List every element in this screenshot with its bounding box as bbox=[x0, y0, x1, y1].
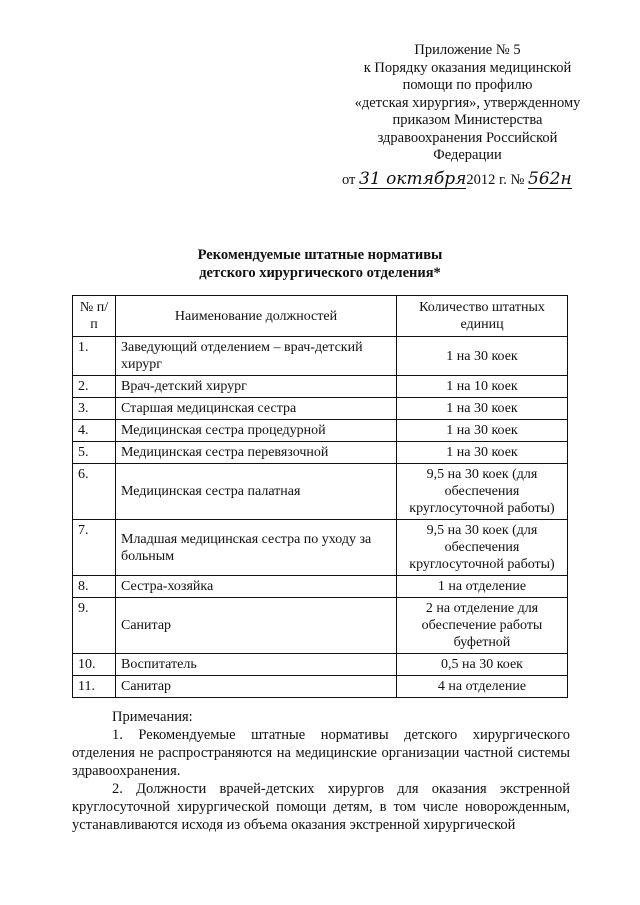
table-row bbox=[73, 442, 568, 464]
table-body bbox=[73, 337, 568, 698]
position-name: Заведующий отделением – врач-детский хирург bbox=[116, 337, 397, 376]
row-number: 9. bbox=[73, 598, 116, 654]
table-row bbox=[73, 676, 568, 698]
staff-quantity: 0,5 на 30 коек bbox=[397, 654, 568, 676]
row-number: 2. bbox=[73, 376, 116, 398]
row-number: 5. bbox=[73, 442, 116, 464]
table-header-row bbox=[73, 296, 568, 337]
position-name: Санитар bbox=[116, 676, 397, 698]
staff-quantity: 9,5 на 30 коек (для обеспечения круглосуточной работы) bbox=[397, 520, 568, 576]
staff-quantity: 2 на отделение для обеспечение работы буфетной bbox=[397, 598, 568, 654]
staff-quantity: 1 на 30 коек bbox=[397, 442, 568, 464]
staff-quantity: 1 на отделение bbox=[397, 576, 568, 598]
handwritten-date: 31 октября bbox=[359, 169, 467, 189]
staff-quantity: 1 на 10 коек bbox=[397, 376, 568, 398]
position-name: Воспитатель bbox=[116, 654, 397, 676]
row-number: 10. bbox=[73, 654, 116, 676]
table-row bbox=[73, 464, 568, 520]
table-row bbox=[73, 337, 568, 376]
notes-section bbox=[72, 708, 570, 834]
staff-quantity: 1 на 30 коек bbox=[397, 398, 568, 420]
header-line: «детская хирургия», утвержденному bbox=[354, 94, 581, 111]
table-row bbox=[73, 398, 568, 420]
col-header-position: Наименование должностей bbox=[116, 296, 397, 337]
table-row bbox=[73, 376, 568, 398]
position-name: Младшая медицинская сестра по уходу за больным bbox=[116, 520, 397, 576]
row-number: 6. bbox=[73, 464, 116, 520]
col-header-quantity: Количество штатных единиц bbox=[397, 296, 568, 337]
header-line: к Порядку оказания медицинской bbox=[363, 59, 572, 76]
staff-quantity: 4 на отделение bbox=[397, 676, 568, 698]
row-number: 8. bbox=[73, 576, 116, 598]
table-row bbox=[73, 598, 568, 654]
staff-quantity: 1 на 30 коек bbox=[397, 337, 568, 376]
position-name: Медицинская сестра палатная bbox=[116, 464, 397, 520]
staff-quantity: 9,5 на 30 коек (для обеспечения круглосуточной работы) bbox=[397, 464, 568, 520]
order-date-line bbox=[342, 170, 572, 190]
table-row bbox=[73, 576, 568, 598]
header-line: Федерации bbox=[433, 147, 502, 163]
row-number: 1. bbox=[73, 337, 116, 376]
note-item: 2. Должности врачей-детских хирургов для оказания экстренной круглосуточной хирургической помощи детям, в том числе новорожденным, устанавливаются исходя из объема оказания экстренной хирургической bbox=[72, 781, 570, 833]
position-name: Медицинская сестра процедурной bbox=[116, 420, 397, 442]
staff-quantity: 1 на 30 коек bbox=[397, 420, 568, 442]
row-number: 11. bbox=[73, 676, 116, 698]
position-name: Врач-детский хирург bbox=[116, 376, 397, 398]
handwritten-order-number: 562н bbox=[528, 169, 572, 189]
note-item: 1. Рекомендуемые штатные нормативы детского хирургического отделения не распространяются на медицинские организации частной системы здравоохранения. bbox=[72, 727, 570, 779]
position-name: Санитар bbox=[116, 598, 397, 654]
table-row bbox=[73, 420, 568, 442]
date-prefix: от bbox=[342, 172, 356, 188]
col-header-number: № п/п bbox=[73, 296, 116, 337]
position-name: Сестра-хозяйка bbox=[116, 576, 397, 598]
table-row bbox=[73, 520, 568, 576]
document-title-line2: детского хирургического отделения* bbox=[199, 265, 441, 281]
table-row bbox=[73, 654, 568, 676]
header-line: здравоохранения Российской bbox=[377, 129, 558, 146]
notes-heading: Примечания: bbox=[112, 709, 193, 725]
position-name: Старшая медицинская сестра bbox=[116, 398, 397, 420]
date-year: 2012 г. № bbox=[466, 172, 525, 188]
header-line: приказом Министерства bbox=[392, 112, 543, 128]
document-title-line1: Рекомендуемые штатные нормативы bbox=[197, 247, 443, 263]
position-name: Медицинская сестра перевязочной bbox=[116, 442, 397, 464]
staffing-table bbox=[72, 295, 568, 698]
row-number: 7. bbox=[73, 520, 116, 576]
row-number: 4. bbox=[73, 420, 116, 442]
header-line: помощи по профилю bbox=[402, 77, 533, 93]
header-line: Приложение № 5 bbox=[414, 42, 521, 58]
row-number: 3. bbox=[73, 398, 116, 420]
appendix-header bbox=[340, 42, 595, 165]
